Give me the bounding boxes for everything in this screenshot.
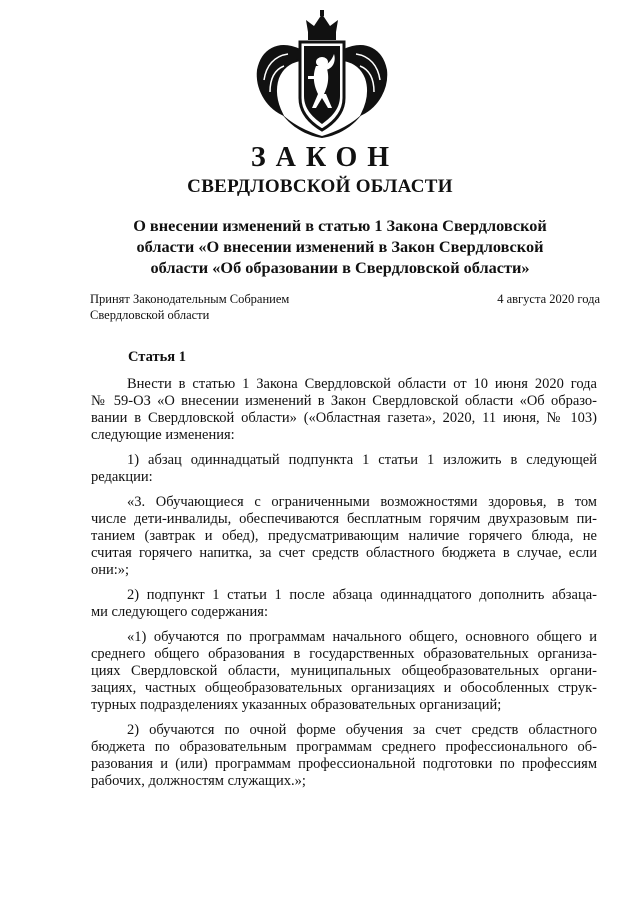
text-line: они:»; xyxy=(91,562,130,578)
text-line: 2) подпункт 1 статьи 1 после абзаца одиннадцатого дополнить абзаца- xyxy=(127,587,597,603)
coat-of-arms-icon xyxy=(248,10,396,138)
text-line: вании в Свердловской области» («Областная газета», 2020, 11 июня, № 103) xyxy=(91,410,597,426)
document-subtitle: СВЕРДЛОВСКОЙ ОБЛАСТИ xyxy=(187,176,453,197)
text-line: бюджета по образовательным программам среднего профессионального об- xyxy=(91,739,597,755)
text-line: редакции: xyxy=(91,469,153,485)
text-line: «3. Обучающиеся с ограниченными возможностями здоровья, в том xyxy=(127,494,597,510)
text-line: 2) обучаются по очной форме обучения за счет средств областного xyxy=(127,722,597,738)
text-line: «1) обучаются по программам начального общего, основного общего и xyxy=(127,629,597,645)
adopted-by-line: Свердловской области xyxy=(90,308,210,322)
text-line: Внести в статью 1 Закона Свердловской области от 10 июня 2020 года xyxy=(127,376,597,392)
text-line: разования и (или) программам профессиональной подготовки по профессиям xyxy=(91,756,597,772)
article-title: Статья 1 xyxy=(128,349,186,365)
adopted-by-line: Принят Законодательным Собранием xyxy=(90,292,290,306)
text-line: циях Свердловской области, муниципальных общеобразовательных органи- xyxy=(91,663,597,679)
law-heading-line: области «О внесении изменений в Закон Свердловской xyxy=(136,237,544,256)
text-line: числе дети-инвалиды, обеспечиваются бесплатным горячим двухразовым пи- xyxy=(91,511,597,527)
law-heading xyxy=(90,215,590,278)
text-line: зациях, частных общеобразовательных организациях и обособленных струк- xyxy=(91,680,597,696)
text-line: ми следующего содержания: xyxy=(91,604,269,620)
text-line: следующие изменения: xyxy=(91,427,235,443)
law-heading-line: О внесении изменений в статью 1 Закона Свердловской xyxy=(133,216,547,235)
text-line: танием (завтрак и обед), предусматривающим наличие горячего блюда, не xyxy=(91,528,597,544)
adopted-by xyxy=(90,291,289,323)
text-line: рабочих, должностям служащих.»; xyxy=(91,773,306,789)
text-line: среднего общего образования в государственных образовательных организа- xyxy=(91,646,597,662)
text-line: 1) абзац одиннадцатый подпункта 1 статьи 1 изложить в следующей xyxy=(127,452,597,468)
document-title: ЗАКОН xyxy=(250,142,400,173)
law-heading-line: области «Об образовании в Свердловской области» xyxy=(150,258,530,277)
text-line: турных подразделениях указанных образовательных организаций; xyxy=(91,697,502,713)
text-line: считая горячего напитка, за счет средств областного бюджета в случае, если xyxy=(91,545,597,561)
adoption-date: 4 августа 2020 года xyxy=(497,292,600,306)
text-line: № 59-ОЗ «О внесении изменений в Закон Свердловской области «Об образо- xyxy=(91,393,597,409)
